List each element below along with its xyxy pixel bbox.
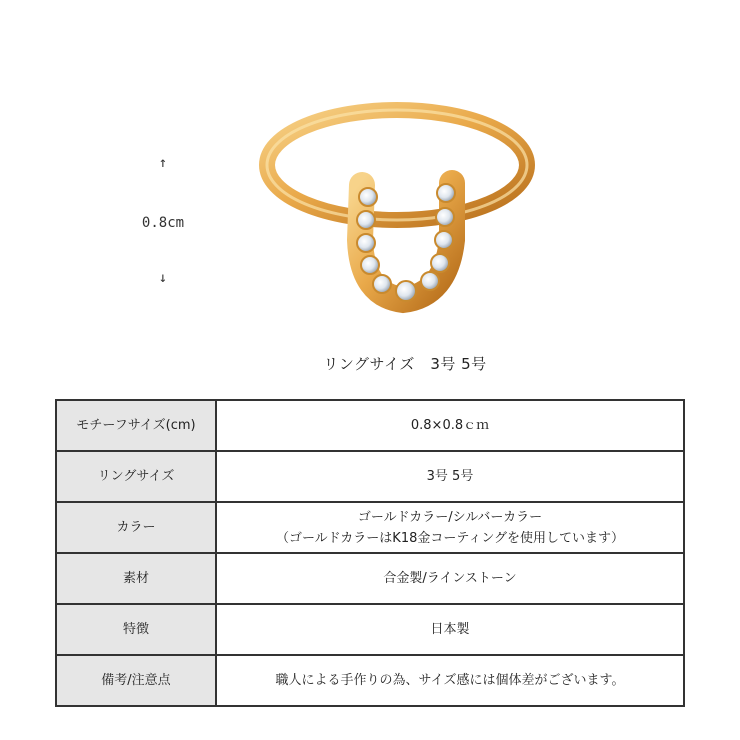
spec-value <box>216 400 684 451</box>
up-arrow-icon: ↑ <box>158 155 168 171</box>
table-row <box>56 604 684 655</box>
table-row <box>56 400 684 451</box>
spec-value-line: 0.8×0.8ｃｍ <box>410 418 490 433</box>
spec-value <box>216 451 684 502</box>
horseshoe-ring-image <box>240 95 560 325</box>
table-row <box>56 502 684 553</box>
spec-value-line: （ゴールドカラーはK18金コーティングを使用しています） <box>275 530 625 546</box>
spec-label: 素材 <box>56 553 216 604</box>
spec-label: モチーフサイズ(cm) <box>56 400 216 451</box>
spec-value-line: 職人による手作りの為、サイズ感には個体差がございます。 <box>275 673 625 688</box>
dimension-label: 0.8cm <box>141 215 185 231</box>
ring-band <box>267 110 527 220</box>
spec-value <box>216 655 684 706</box>
table-row <box>56 451 684 502</box>
spec-label: 特徴 <box>56 604 216 655</box>
spec-label: リングサイズ <box>56 451 216 502</box>
table-row <box>56 553 684 604</box>
down-arrow-icon: ↓ <box>158 270 168 286</box>
horseshoe-motif <box>357 183 455 301</box>
spec-value <box>216 502 684 553</box>
spec-value-line: 3号 5号 <box>426 469 474 484</box>
spec-value-line: 日本製 <box>430 622 470 637</box>
spec-label: カラー <box>56 502 216 553</box>
spec-value <box>216 553 684 604</box>
table-row <box>56 655 684 706</box>
spec-value-line: ゴールドカラー/シルバーカラー <box>357 509 543 525</box>
spec-table <box>55 399 685 707</box>
ring-size-caption: リングサイズ 3号 5号 <box>323 355 487 373</box>
spec-value-line: 合金製/ラインストーン <box>383 571 517 586</box>
spec-value <box>216 604 684 655</box>
spec-label: 備考/注意点 <box>56 655 216 706</box>
